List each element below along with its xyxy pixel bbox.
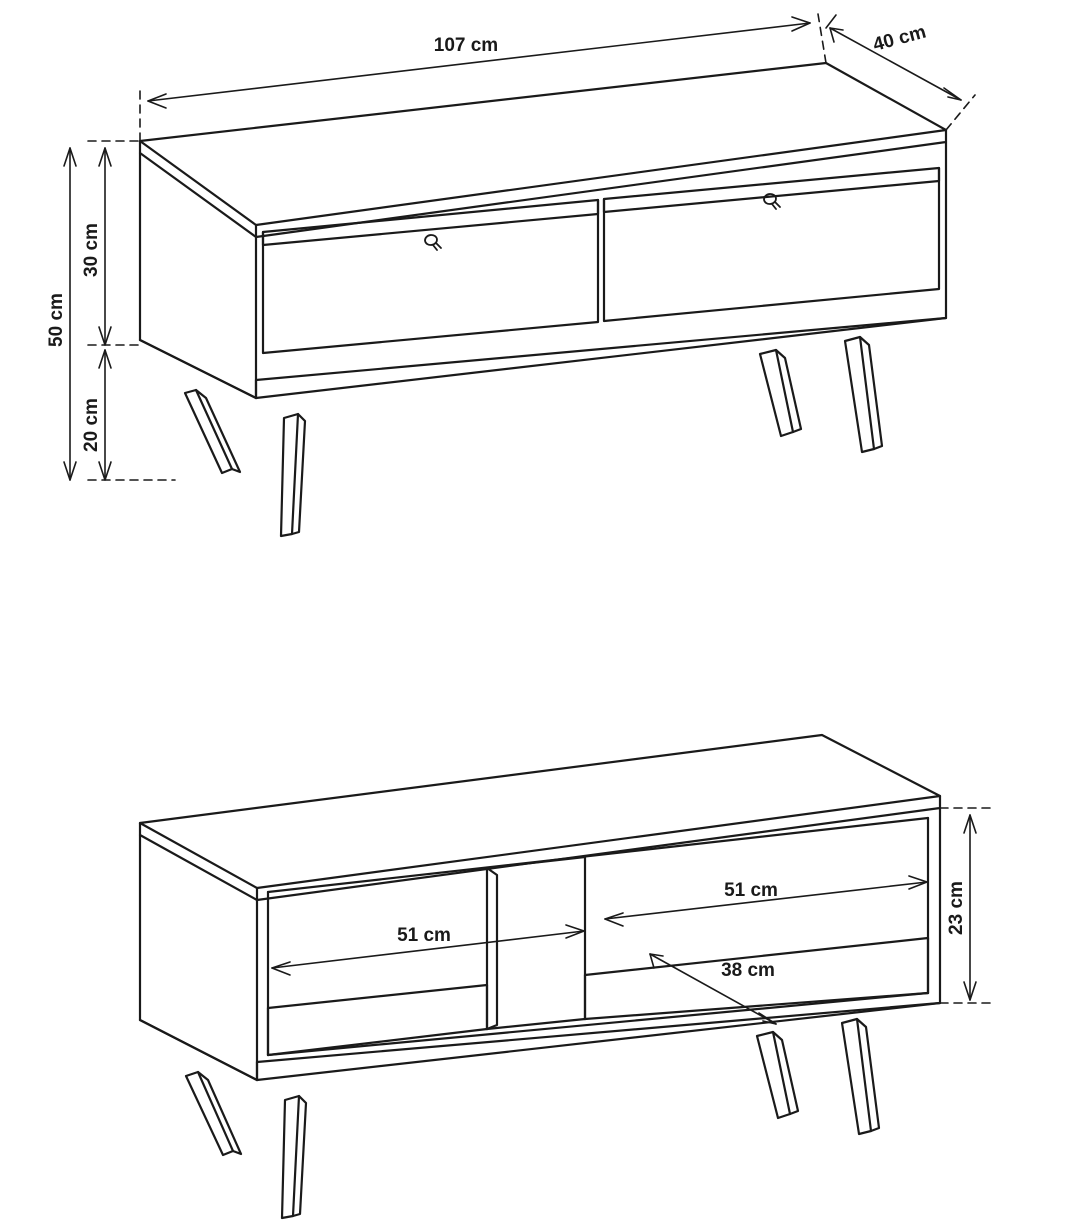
dimension-label-total-height: 50 cm xyxy=(46,293,67,347)
dimension-label-depth: 40 cm xyxy=(870,21,929,56)
drawer-fronts xyxy=(263,168,939,353)
dimension-label-leg-height: 20 cm xyxy=(81,398,102,452)
dimension-label-left-compartment: 51 cm xyxy=(397,925,451,946)
front-closed-view xyxy=(46,14,975,536)
dimension-label-body-height: 30 cm xyxy=(81,223,102,277)
dimension-label-compartment-height: 23 cm xyxy=(946,881,967,935)
drawer-handle-left xyxy=(424,234,441,250)
dimension-label-right-compartment: 51 cm xyxy=(724,880,778,901)
open-shelf-view xyxy=(140,735,990,1218)
dimension-label-width: 107 cm xyxy=(433,35,499,56)
cabinet-top-surface-open xyxy=(140,735,940,900)
cabinet-body xyxy=(140,142,946,398)
dimension-label-compartment-depth: 38 cm xyxy=(721,960,775,981)
cabinet-top-surface xyxy=(140,63,946,237)
dimension-width-107 xyxy=(140,14,826,141)
